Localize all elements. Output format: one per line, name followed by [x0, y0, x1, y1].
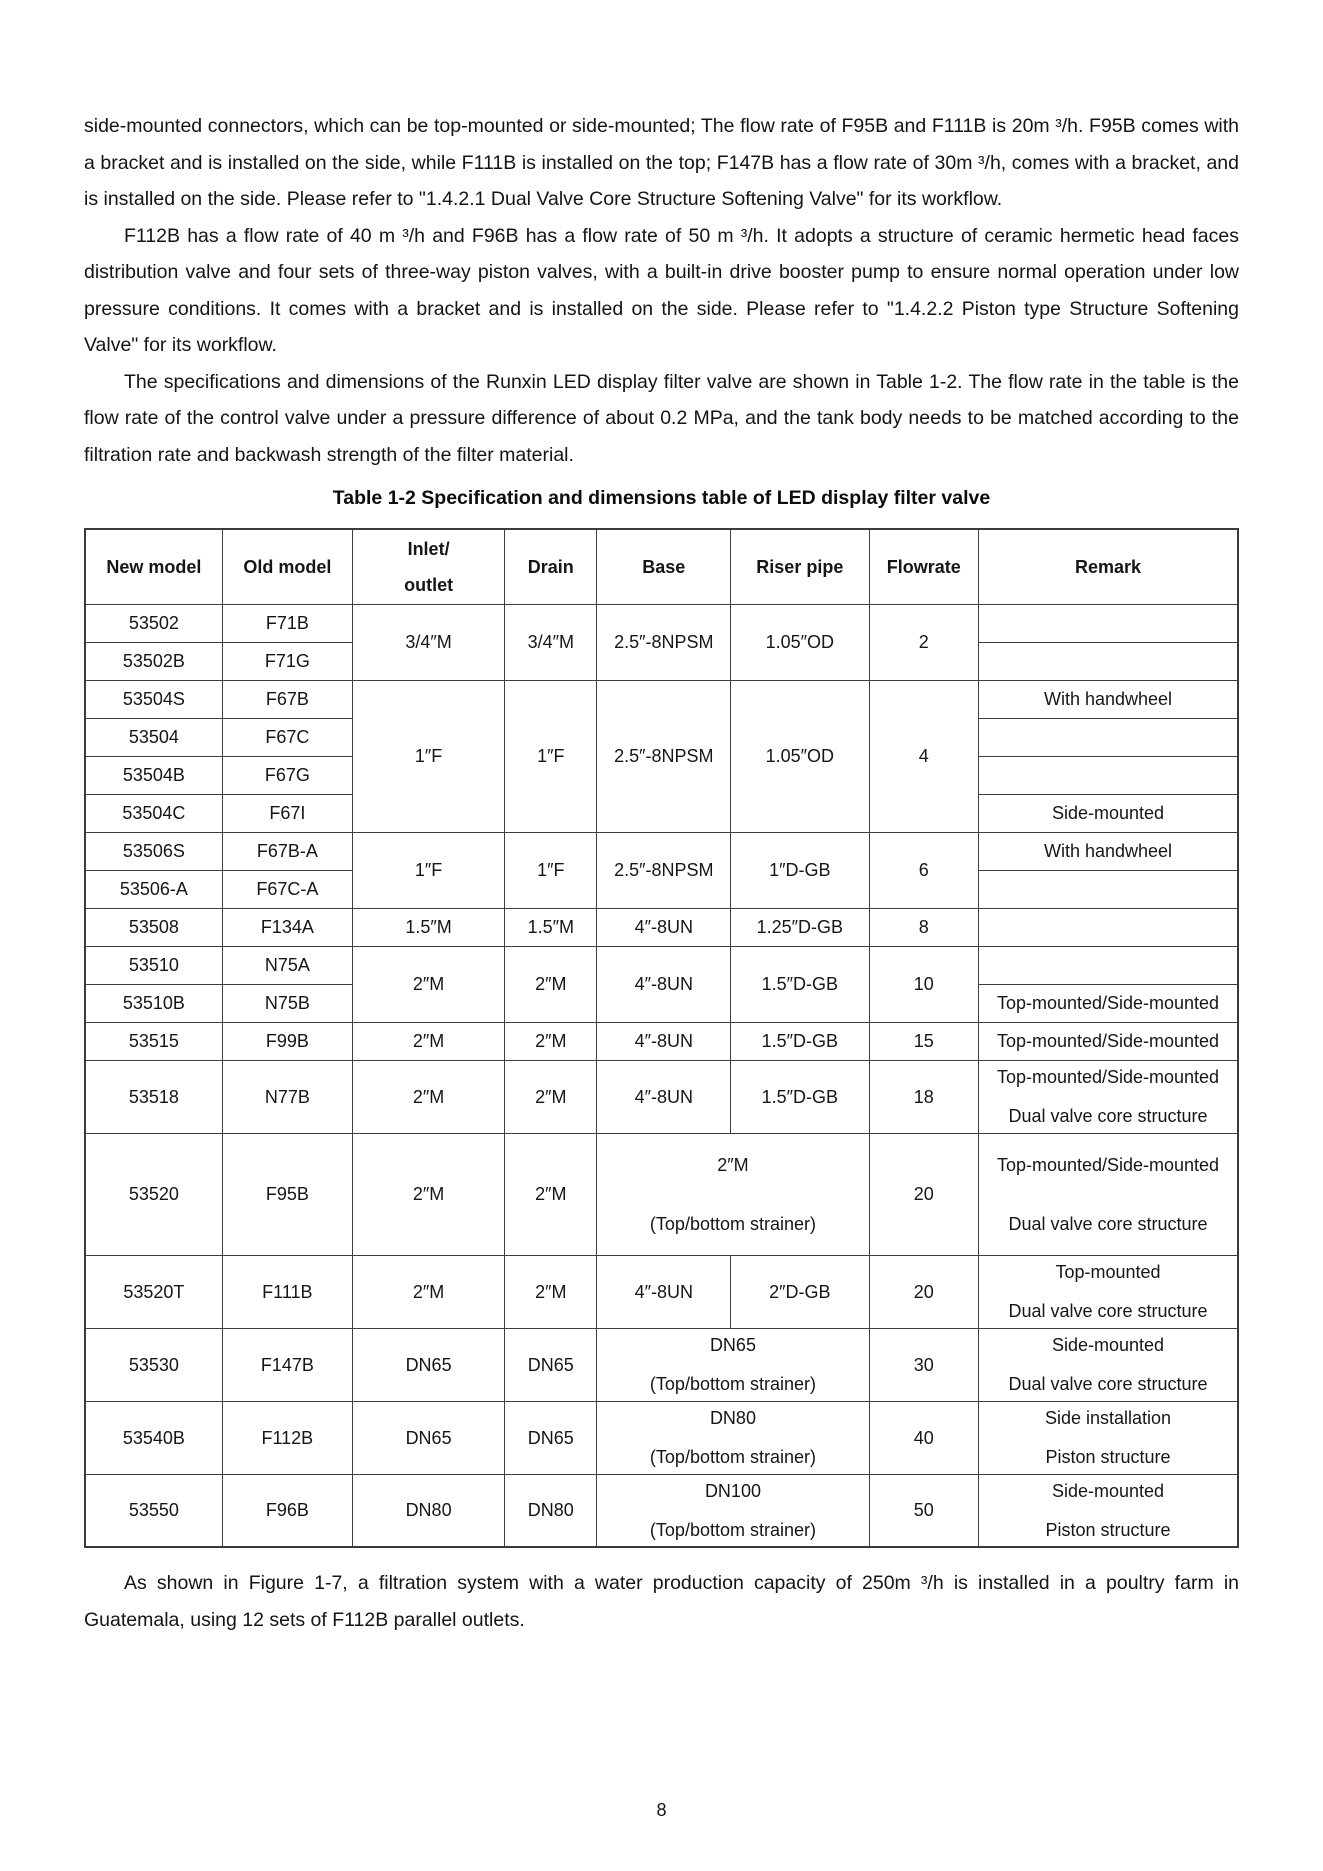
table-cell: F71G — [222, 642, 352, 680]
table-cell — [979, 1255, 1238, 1328]
page-number: 8 — [656, 1800, 667, 1820]
table-cell: 53520T — [85, 1255, 222, 1328]
table-cell: 1.25″D-GB — [731, 908, 869, 946]
cell-line: Dual valve core structure — [1008, 1301, 1208, 1321]
table-cell: 4″-8UN — [597, 908, 731, 946]
table-row — [85, 1022, 1238, 1060]
cell-line: Top-mounted — [1055, 1262, 1161, 1282]
column-header-base: Base — [597, 529, 731, 604]
table-cell: 2″M — [352, 1255, 504, 1328]
table-cell: Side-mounted — [979, 794, 1238, 832]
table-cell: 53515 — [85, 1022, 222, 1060]
table-cell — [979, 642, 1238, 680]
table-row — [85, 1133, 1238, 1255]
table-cell: 1″D-GB — [731, 832, 869, 908]
table-title: Table 1-2 Specification and dimensions table of LED display filter valve — [332, 487, 991, 509]
table-cell: DN80 — [352, 1474, 504, 1547]
table-cell: 2″M — [352, 1022, 504, 1060]
table-cell: With handwheel — [979, 680, 1238, 718]
table-cell — [597, 1328, 869, 1401]
table-cell: 53540B — [85, 1401, 222, 1474]
table-cell: 1.05″OD — [731, 680, 869, 832]
table-cell: N75A — [222, 946, 352, 984]
table-row — [85, 680, 1238, 718]
column-header-old-model: Old model — [222, 529, 352, 604]
table-cell: 1″F — [505, 680, 597, 832]
table-cell: 53510B — [85, 984, 222, 1022]
table-cell: 1.5″D-GB — [731, 1022, 869, 1060]
table-cell: F67C — [222, 718, 352, 756]
cell-line: (Top/bottom strainer) — [649, 1374, 816, 1394]
cell-line: (Top/bottom strainer) — [649, 1519, 816, 1540]
header-line: outlet — [404, 574, 454, 595]
cell-line: Side installation — [1044, 1408, 1172, 1428]
column-header-inlet-outlet — [352, 529, 504, 604]
table-cell — [979, 604, 1238, 642]
spec-table — [84, 528, 1239, 1548]
column-header-new-model: New model — [85, 529, 222, 604]
table-cell: 4″-8UN — [597, 1022, 731, 1060]
table-cell: 53504S — [85, 680, 222, 718]
table-cell — [979, 1133, 1238, 1255]
table-cell: 53506S — [85, 832, 222, 870]
table-cell: DN65 — [352, 1401, 504, 1474]
table-cell: DN80 — [505, 1474, 597, 1547]
table-cell: 4″-8UN — [597, 1060, 731, 1133]
table-cell: 2 — [869, 604, 979, 680]
table-cell: 2.5″-8NPSM — [597, 604, 731, 680]
table-cell: F67B-A — [222, 832, 352, 870]
table-cell: 20 — [869, 1133, 979, 1255]
table-cell: F134A — [222, 908, 352, 946]
cell-line: Dual valve core structure — [1008, 1106, 1208, 1126]
cell-line: Dual valve core structure — [1008, 1374, 1208, 1394]
table-cell: 2″M — [505, 1255, 597, 1328]
table-cell: F95B — [222, 1133, 352, 1255]
cell-line: Side-mounted — [1051, 1335, 1165, 1355]
table-cell: 4″-8UN — [597, 946, 731, 1022]
table-row — [85, 1401, 1238, 1474]
table-cell: 2″M — [505, 946, 597, 1022]
table-row — [85, 1060, 1238, 1133]
cell-line: Piston structure — [1045, 1447, 1171, 1467]
table-cell: Top-mounted/Side-mounted — [979, 1022, 1238, 1060]
table-cell: 2″M — [505, 1022, 597, 1060]
table-cell: 1″F — [352, 832, 504, 908]
table-cell: F99B — [222, 1022, 352, 1060]
cell-line: Piston structure — [1045, 1519, 1171, 1540]
table-cell: F96B — [222, 1474, 352, 1547]
column-header-remark: Remark — [979, 529, 1238, 604]
table-cell: 3/4″M — [505, 604, 597, 680]
header-row — [85, 529, 1238, 604]
table-cell: DN65 — [505, 1328, 597, 1401]
column-header-riser-pipe: Riser pipe — [731, 529, 869, 604]
table-cell: 50 — [869, 1474, 979, 1547]
table-cell: 53510 — [85, 946, 222, 984]
table-cell: 53550 — [85, 1474, 222, 1547]
paragraph-closing: As shown in Figure 1-7, a filtration system with a water production capacity of 250m ³/h is installed in a poultry farm in Guatemala, using 12 sets of F112B parallel outlets. — [84, 1572, 1239, 1631]
table-cell: 2″M — [352, 1133, 504, 1255]
table-row — [85, 1255, 1238, 1328]
table-cell: 2″M — [352, 946, 504, 1022]
cell-line: DN65 — [709, 1335, 756, 1355]
body-text-block — [84, 108, 1239, 473]
cell-line: Dual valve core structure — [1008, 1213, 1208, 1234]
table-cell: 1″F — [352, 680, 504, 832]
table-cell: 2″M — [505, 1133, 597, 1255]
table-cell: 53504C — [85, 794, 222, 832]
table-cell: 6 — [869, 832, 979, 908]
paragraph-2: F112B has a flow rate of 40 m ³/h and F96B has a flow rate of 50 m ³/h. It adopts a structure of ceramic hermetic head faces distribution valve and four sets of three-way piston valves, with a built-in drive booster pump to ensure normal operation under low pressure conditions. It comes with a bracket and is installed on the side. Please refer to "1.4.2.2 Piston type Structure Softening Valve" for its workflow. — [84, 224, 1239, 356]
cell-line: (Top/bottom strainer) — [649, 1213, 816, 1234]
table-cell — [979, 1060, 1238, 1133]
table-cell: F71B — [222, 604, 352, 642]
table-cell: 1.5″M — [505, 908, 597, 946]
table-cell: 2″D-GB — [731, 1255, 869, 1328]
header-line: Inlet/ — [407, 538, 450, 559]
table-cell: 2.5″-8NPSM — [597, 832, 731, 908]
table-cell: F67B — [222, 680, 352, 718]
closing-text-block — [84, 1565, 1239, 1638]
column-header-flowrate: Flowrate — [869, 529, 979, 604]
table-cell: 3/4″M — [352, 604, 504, 680]
table-cell — [979, 1474, 1238, 1547]
paragraph-1: side-mounted connectors, which can be top-mounted or side-mounted; The flow rate of F95B and F111B is 20m ³/h. F95B comes with a bracket and is installed on the side, while F111B is installed on the top; F147B has a flow rate of 30m ³/h, comes with a bracket, and is installed on the side. Please refer to "1.4.2.1 Dual Valve Core Structure Softening Valve" for its workflow. — [84, 115, 1239, 210]
table-cell: 1.5″D-GB — [731, 1060, 869, 1133]
table-cell: 53518 — [85, 1060, 222, 1133]
table-cell: 53502 — [85, 604, 222, 642]
table-cell: N77B — [222, 1060, 352, 1133]
cell-line: DN80 — [709, 1408, 756, 1428]
table-row — [85, 604, 1238, 642]
table-cell: With handwheel — [979, 832, 1238, 870]
table-cell: F67G — [222, 756, 352, 794]
table-cell: 1″F — [505, 832, 597, 908]
table-cell: 1.5″D-GB — [731, 946, 869, 1022]
column-header-drain: Drain — [505, 529, 597, 604]
table-cell: 2.5″-8NPSM — [597, 680, 731, 832]
table-cell: 2″M — [352, 1060, 504, 1133]
paragraph-3: The specifications and dimensions of the Runxin LED display filter valve are shown in Table 1-2. The flow rate in the table is the flow rate of the control valve under a pressure difference of about 0.2 MPa, and the tank body needs to be matched according to the filtration rate and backwash strength of the filter material. — [84, 370, 1239, 466]
table-cell: 53506-A — [85, 870, 222, 908]
table-row — [85, 908, 1238, 946]
table-cell: N75B — [222, 984, 352, 1022]
cell-line: DN100 — [704, 1480, 761, 1501]
table-cell: 8 — [869, 908, 979, 946]
table-cell: F67I — [222, 794, 352, 832]
table-cell — [979, 1328, 1238, 1401]
table-cell — [597, 1474, 869, 1547]
table-cell: 53504B — [85, 756, 222, 794]
table-header — [85, 529, 1238, 604]
table-cell: F147B — [222, 1328, 352, 1401]
table-cell — [979, 908, 1238, 946]
table-cell: 30 — [869, 1328, 979, 1401]
table-cell — [597, 1133, 869, 1255]
table-cell — [979, 718, 1238, 756]
table-cell: F111B — [222, 1255, 352, 1328]
cell-line: (Top/bottom strainer) — [649, 1447, 816, 1467]
table-cell: DN65 — [352, 1328, 504, 1401]
table-row — [85, 946, 1238, 984]
table-cell: DN65 — [505, 1401, 597, 1474]
cell-line: Side-mounted — [1051, 1480, 1165, 1501]
table-cell: 20 — [869, 1255, 979, 1328]
table-cell: 53520 — [85, 1133, 222, 1255]
table-cell: F112B — [222, 1401, 352, 1474]
table-cell: 1.5″M — [352, 908, 504, 946]
table-row — [85, 1328, 1238, 1401]
table-cell — [979, 946, 1238, 984]
table-cell: 4″-8UN — [597, 1255, 731, 1328]
table-row — [85, 1474, 1238, 1547]
table-cell: 4 — [869, 680, 979, 832]
table-cell: 53508 — [85, 908, 222, 946]
table-cell: F67C-A — [222, 870, 352, 908]
cell-line: Top-mounted/Side-mounted — [996, 1067, 1220, 1087]
table-row — [85, 832, 1238, 870]
table-cell: 53502B — [85, 642, 222, 680]
table-cell — [597, 1401, 869, 1474]
table-cell: 10 — [869, 946, 979, 1022]
cell-line: Top-mounted/Side-mounted — [996, 1154, 1220, 1175]
table-cell: 40 — [869, 1401, 979, 1474]
table-cell: 53530 — [85, 1328, 222, 1401]
table-cell: 15 — [869, 1022, 979, 1060]
cell-line: 2″M — [717, 1154, 749, 1175]
table-cell: 1.05″OD — [731, 604, 869, 680]
table-cell: Top-mounted/Side-mounted — [979, 984, 1238, 1022]
table-cell: 53504 — [85, 718, 222, 756]
table-cell: 2″M — [505, 1060, 597, 1133]
table-cell — [979, 1401, 1238, 1474]
table-cell — [979, 870, 1238, 908]
table-cell — [979, 756, 1238, 794]
table-cell: 18 — [869, 1060, 979, 1133]
